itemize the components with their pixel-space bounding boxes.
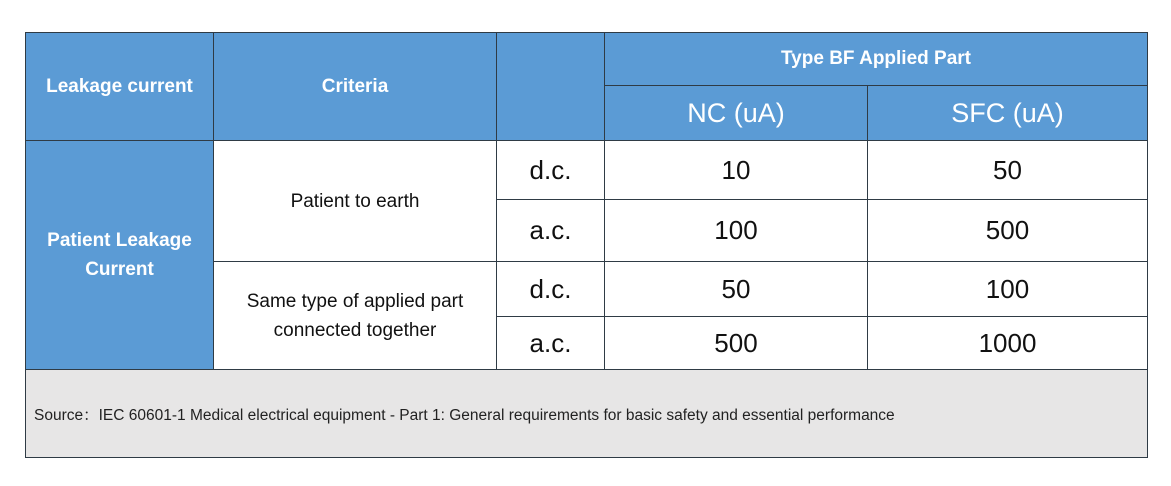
- nc-value-cell: 10: [605, 141, 868, 200]
- nc-value-cell: 100: [605, 200, 868, 262]
- source-row: [26, 370, 1148, 458]
- leakage-table-container: [25, 32, 1147, 458]
- criteria-cell: [214, 262, 497, 370]
- section-label: Patient Leakage Current: [47, 230, 192, 280]
- current-type-cell: d.c.: [497, 141, 605, 200]
- sfc-value-cell: 100: [868, 262, 1148, 317]
- header-type-bf-applied-part: Type BF Applied Part: [605, 33, 1148, 86]
- nc-value-cell: 500: [605, 317, 868, 370]
- table-row: [26, 141, 1148, 200]
- sfc-value-cell: 50: [868, 141, 1148, 200]
- current-type-cell: d.c.: [497, 262, 605, 317]
- sfc-value-cell: 1000: [868, 317, 1148, 370]
- criteria-label: Same type of applied part connected together: [246, 290, 464, 341]
- current-type-cell: a.c.: [497, 200, 605, 262]
- leakage-current-table: [25, 32, 1148, 458]
- header-nc: NC (uA): [605, 86, 868, 141]
- nc-value-cell: 50: [605, 262, 868, 317]
- header-current-type-blank: [497, 33, 605, 141]
- section-patient-leakage-current: [26, 141, 214, 370]
- criteria-label: Patient to earth: [290, 190, 420, 212]
- header-row-1: [26, 33, 1148, 86]
- header-criteria: Criteria: [214, 33, 497, 141]
- header-sfc: SFC (uA): [868, 86, 1148, 141]
- sfc-value-cell: 500: [868, 200, 1148, 262]
- current-type-cell: a.c.: [497, 317, 605, 370]
- header-leakage-current: Leakage current: [26, 33, 214, 141]
- source-note: Source：IEC 60601-1 Medical electrical equipment - Part 1: General requirements for basic safety and essential performance: [26, 370, 1148, 458]
- criteria-cell: [214, 141, 497, 262]
